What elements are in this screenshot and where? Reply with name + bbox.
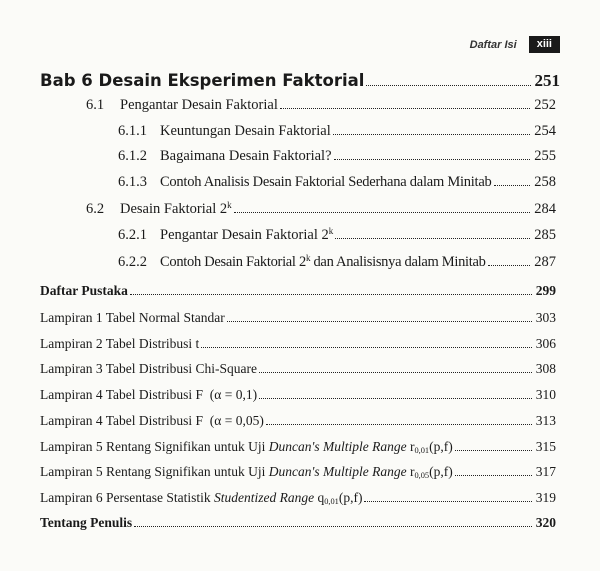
toc-subsection-entry[interactable] [118,227,556,244]
dot-leader [455,468,532,476]
page-ref: 310 [535,387,556,402]
toc-subsection-entry[interactable] [118,123,556,140]
running-title: Daftar Isi [469,38,517,51]
toc-subsection-entry[interactable] [118,254,556,271]
page-number-badge: xiii [529,36,560,53]
dot-leader [364,494,531,502]
section-title: Bagaimana Desain Faktorial? [160,148,332,164]
dot-leader [488,258,531,266]
page-ref: 285 [534,227,556,243]
page-ref: 255 [534,148,556,164]
section-title: Pengantar Desain Faktorial [120,97,278,113]
section-number: 6.2.2 [118,254,147,270]
page-ref: 284 [534,201,556,217]
page-ref: 303 [535,310,556,325]
appendix-title: Lampiran 5 Rentang Signifikan untuk Uji Duncan's Multiple Range $r_{0,05}(p,f)$ [40,464,453,481]
toc-appendix-entry[interactable] [40,490,556,506]
superscript-k: k [305,253,311,264]
appendix-title: Lampiran 6 Persentase Statistik Studentized Range $q_{0,01}(p,f)$ [40,490,363,507]
dot-leader [333,127,531,135]
section-title: Keuntungan Desain Faktorial [160,123,331,139]
dot-leader [335,231,530,239]
dot-leader [227,314,532,322]
dot-leader [266,417,532,425]
dot-leader [334,152,531,160]
toc-appendix-entry[interactable] [40,336,556,352]
toc-appendix-entry[interactable] [40,439,556,455]
page-ref: 320 [535,515,556,530]
chapter-title: Bab 6 Desain Eksperimen Faktorial [40,71,365,90]
appendix-title: Lampiran 1 Tabel Normal Standar [40,310,225,325]
page-ref: 251 [534,71,560,90]
section-title: Contoh Desain Faktorial 2$^k$ dan Analisisnya dalam Minitab [160,253,486,270]
superscript-k: k [328,226,334,237]
section-number: 6.2.1 [118,227,147,243]
page-ref: 287 [534,254,556,270]
dot-leader [280,101,530,109]
toc-section-entry[interactable] [86,201,556,218]
appendix-title: Lampiran 3 Tabel Distribusi Chi-Square [40,361,258,376]
toc-appendix-entry[interactable] [40,361,556,377]
section-number: 6.1 [86,97,105,113]
page-ref: 308 [535,361,556,376]
toc-subsection-entry[interactable] [118,148,556,165]
page-ref: 306 [535,336,556,351]
toc-section-entry[interactable] [86,97,556,114]
toc-bibliography-entry[interactable] [40,283,556,299]
dot-leader [201,340,531,348]
page-ref: 315 [535,439,556,454]
appendix-title: Lampiran 2 Tabel Distribusi t [40,336,200,351]
page-ref: 254 [534,123,556,139]
page-ref: 319 [535,490,556,505]
appendix-title: Lampiran 4 Tabel Distribusi F (α = 0,1) [40,387,258,402]
appendix-title: Lampiran 4 Tabel Distribusi F (α = 0,05) [40,413,264,428]
appendix-title: Lampiran 5 Rentang Signifikan untuk Uji Duncan's Multiple Range $r_{0,01}(p,f)$ [40,439,453,456]
page-ref: 258 [534,174,556,190]
toc-chapter-entry[interactable] [40,71,560,91]
section-title: Pengantar Desain Faktorial 2$^k$ [160,226,334,243]
dot-leader [234,205,531,213]
section-number: 6.2 [86,201,105,217]
section-title: Desain Faktorial 2$^k$ [120,200,232,217]
section-number: 6.1.2 [118,148,147,164]
dot-leader [130,287,532,295]
toc-author-entry[interactable] [40,515,556,531]
bibliography-title: Daftar Pustaka [40,283,128,298]
dot-leader [134,519,532,527]
toc-subsection-entry[interactable] [118,174,556,191]
section-number: 6.1.1 [118,123,147,139]
superscript-k: k [227,200,232,211]
page-ref: 317 [535,464,556,479]
page-ref: 313 [535,413,556,428]
dot-leader [494,178,531,186]
section-title: Contoh Analisis Desain Faktorial Sederhana dalam Minitab [160,174,492,190]
toc-appendix-entry[interactable] [40,387,556,403]
about-author-title: Tentang Penulis [40,515,133,530]
dot-leader [259,391,532,399]
toc-appendix-entry[interactable] [40,464,556,480]
section-number: 6.1.3 [118,174,147,190]
page-ref: 252 [534,97,556,113]
toc-appendix-entry[interactable] [40,413,556,429]
page-ref: 299 [535,283,556,298]
toc-appendix-entry[interactable] [40,310,556,326]
dot-leader [259,365,532,373]
dot-leader [366,77,530,86]
dot-leader [455,443,532,451]
